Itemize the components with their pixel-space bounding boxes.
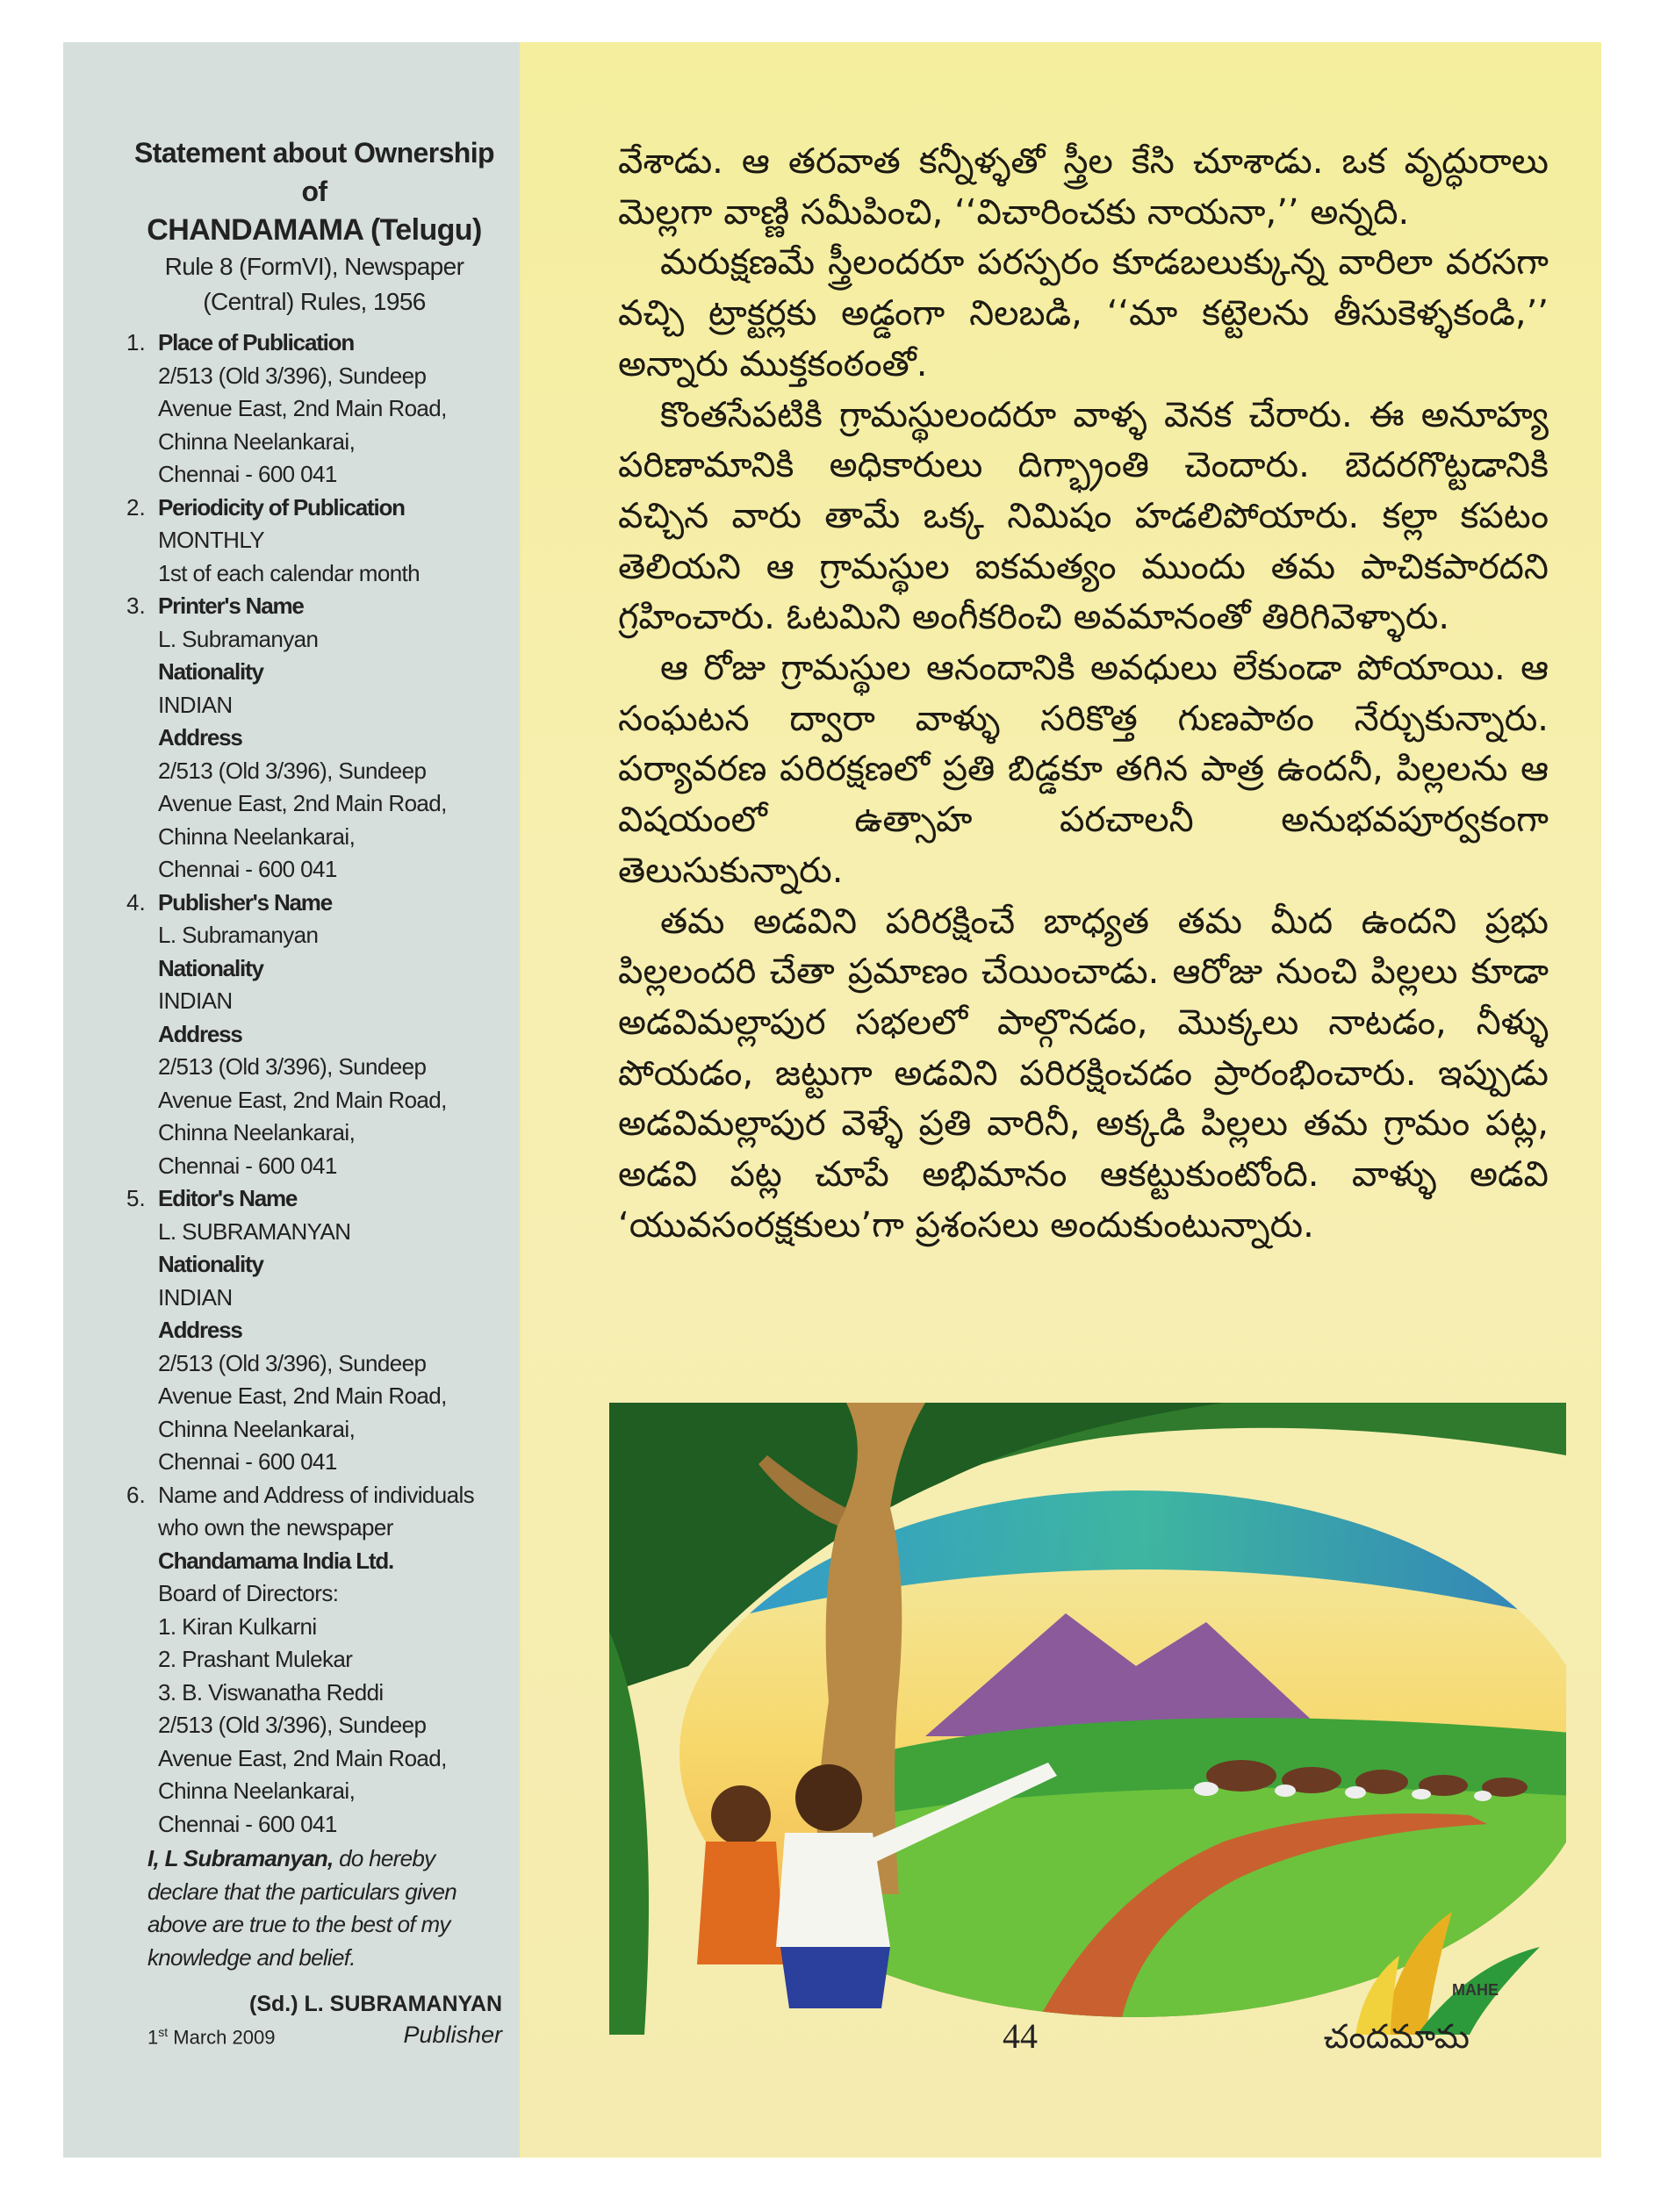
statement-field-value: 2/513 (Old 3/396), Sundeep: [158, 362, 427, 389]
declaration: [98, 1842, 504, 1974]
story-paragraph: ఆ రోజు గ్రామస్థుల ఆనందానికి అవధులు లేకుండా పోయాయి. ఆ సంఘటన ద్వారా వాళ్ళు సరికొత్త గుణపాఠం నేర్చుకున్నారు. పర్యావరణ పరిరక్షణలో ప్రతి బిడ్డకూ తగిన పాత్ర ఉందనీ, పిల్లలను ఆ విషయంలో ఉత్సాహ పరచాలనీ అనుభవపూర్వకంగా తెలుసుకున్నారు.: [618, 648, 1549, 891]
statement-field-value: Chinna Neelankarai,: [158, 427, 356, 455]
statement-field-value: 2/513 (Old 3/396), Sundeep: [158, 757, 427, 784]
statement-footer: [98, 2022, 504, 2057]
statement-field-value: Chennai - 600 041: [158, 1448, 337, 1475]
statement-field-value: Chennai - 600 041: [158, 1810, 337, 1837]
statement-item-number: 1.: [126, 329, 146, 356]
statement-field-value: Chennai - 600 041: [158, 1152, 337, 1179]
page-number: 44: [1003, 2016, 1038, 2056]
statement-field-label: Address: [158, 1317, 242, 1343]
statement-field-value: Chinna Neelankarai,: [158, 822, 356, 850]
statement-field-value: Avenue East, 2nd Main Road,: [158, 790, 447, 816]
statement-item-number: 4.: [126, 888, 146, 916]
statement-field-label: Printer's Name: [158, 592, 304, 619]
statement-field-value: Avenue East, 2nd Main Road,: [158, 1086, 447, 1113]
rule-line-1: Rule 8 (FormVI), Newspaper: [164, 253, 464, 280]
statement-items: [98, 327, 504, 1841]
statement-field-label: Nationality: [158, 954, 263, 981]
statement-field-value: Name and Address of individuals: [158, 1481, 475, 1508]
statement-field-value: L. Subramanyan: [158, 625, 319, 652]
magazine-name: చందమామ: [1323, 2017, 1470, 2056]
statement-item: [98, 327, 504, 492]
declaration-text: do hereby declare that the particulars given above are true to the best of my knowledge and belief.: [147, 1845, 456, 1971]
signature: (Sd.) L. SUBRAMANYAN: [249, 1992, 502, 2016]
statement-field-value: 2/513 (Old 3/396), Sundeep: [158, 1712, 427, 1738]
statement-field-value: L. Subramanyan: [158, 922, 319, 948]
statement-field-value: 1. Kiran Kulkarni: [158, 1612, 317, 1640]
statement-field-value: Board of Directors:: [158, 1580, 339, 1606]
ownership-statement-sidebar: [63, 42, 520, 2158]
statement-field-value: 2/513 (Old 3/396), Sundeep: [158, 1349, 427, 1376]
statement-field-value: Chinna Neelankarai,: [158, 1415, 356, 1442]
artist-signature: MAHE: [1452, 1981, 1499, 1999]
statement-field-label: Address: [158, 724, 242, 750]
story-paragraph: మరుక్షణమే స్త్రీలందరూ పరస్పరం కూడబలుక్కున్న వారిలా వరసగా వచ్చి ట్రాక్టర్లకు అడ్డంగా నిలబడి, ‘‘మా కట్టెలను తీసుకెళ్ళకండి,’’ అన్నారు ముక్తకంఠంతో.: [618, 242, 1549, 384]
story-paragraph: తమ అడవిని పరిరక్షించే బాధ్యత తమ మీద ఉందని ప్రభు పిల్లలందరి చేతా ప్రమాణం చేయించాడు. ఆరోజు నుంచి పిల్లలు కూడా అడవిమల్లాపుర సభలలో పాల్గొనడం, మొక్కలు నాటడం, నీళ్ళు పోయడం, జట్టుగా అడవిని పరిరక్షించడం ప్రారంభించారు. ఇప్పుడు అడవిమల్లాపుర వెళ్ళే ప్రతి వారినీ, అక్కడి పిల్లలు తమ గ్రామం పట్ల, అడవి పట్ల చూపే అభిమానం ఆకట్టుకుంటోంది. వాళ్ళు అడవి ‘యువసంరక్షకులు’గా ప్రశంసలు అందుకుంటున్నారు.: [618, 901, 1549, 1246]
statement-header: [98, 133, 504, 320]
statement-field-label: Nationality: [158, 1251, 263, 1277]
statement-field-label: Chandamama India Ltd.: [158, 1547, 394, 1574]
statement-field-label: Editor's Name: [158, 1185, 298, 1211]
statement-item-number: 6.: [126, 1481, 146, 1508]
statement-item-number: 3.: [126, 592, 146, 619]
statement-field-value: Avenue East, 2nd Main Road,: [158, 1744, 447, 1771]
statement-field-label: Periodicity of Publication: [158, 493, 405, 521]
statement-field-value: 2. Prashant Mulekar: [158, 1646, 353, 1672]
statement-field-value: INDIAN: [158, 988, 233, 1014]
story-column: [521, 42, 1601, 2158]
statement-field-value: Avenue East, 2nd Main Road,: [158, 1382, 447, 1409]
statement-title: Statement about Ownership of: [134, 137, 494, 207]
statement-field-value: Chinna Neelankarai,: [158, 1119, 356, 1146]
story-text: [618, 137, 1549, 1251]
statement-field-value: who own the newspaper: [158, 1514, 393, 1540]
statement-field-value: MONTHLY: [158, 527, 264, 553]
statement-item: [98, 590, 504, 887]
declaration-name: I, L Subramanyan,: [147, 1845, 334, 1871]
statement-item-number: 5.: [126, 1185, 146, 1211]
statement-field-label: Place of Publication: [158, 329, 355, 356]
statement-field-value: 3. B. Viswanatha Reddi: [158, 1678, 384, 1706]
statement-item: [98, 1182, 504, 1479]
statement-field-label: Nationality: [158, 658, 263, 685]
statement-field-value: INDIAN: [158, 691, 233, 718]
statement-field-value: Chinna Neelankarai,: [158, 1778, 356, 1804]
statement-field-value: Chennai - 600 041: [158, 461, 337, 487]
statement-field-value: Avenue East, 2nd Main Road,: [158, 395, 447, 421]
statement-item: [98, 492, 504, 591]
story-paragraph: వేశాడు. ఆ తరవాత కన్నీళ్ళతో స్త్రీల కేసి చూశాడు. ఒక వృద్ధురాలు మెల్లగా వాణ్ణి సమీపించి, ‘‘విచారించకు నాయనా,’’ అన్నది.: [618, 141, 1549, 233]
statement-field-value: INDIAN: [158, 1283, 233, 1311]
statement-field-value: Chennai - 600 041: [158, 856, 337, 882]
story-paragraph: కొంతసేపటికి గ్రామస్థులందరూ వాళ్ళ వెనక చేరారు. ఈ అనూహ్య పరిణామానికి అధికారులు దిగ్భ్రాంతి చెందారు. బెదరగొట్టడానికి వచ్చిన వారు తామే ఒక్క నిమిషం హడలిపోయారు. కల్లా కపటం తెలియని ఆ గ్రామస్థుల ఐకమత్యం ముందు తమ పాచికపారదని గ్రహించారు. ఓటమిని అంగీకరించి అవమానంతో తిరిగివెళ్ళారు.: [618, 394, 1549, 638]
statement-field-label: Publisher's Name: [158, 888, 332, 916]
rule-line-2: (Central) Rules, 1956: [203, 288, 426, 315]
statement-field-value: 1st of each calendar month: [158, 559, 421, 586]
statement-field-value: L. SUBRAMANYAN: [158, 1217, 351, 1245]
statement-field-value: 2/513 (Old 3/396), Sundeep: [158, 1053, 427, 1080]
magazine-page: [63, 42, 1601, 2158]
statement-field-label: Address: [158, 1020, 242, 1047]
statement-item-number: 2.: [126, 493, 146, 521]
publisher-label: Publisher: [403, 2022, 502, 2048]
magazine-title: CHANDAMAMA (Telugu): [147, 213, 482, 247]
statement-item: [98, 887, 504, 1183]
story-illustration: [609, 1403, 1566, 2035]
statement-item: [98, 1479, 504, 1842]
statement-date: 1st March 2009: [147, 2025, 276, 2049]
